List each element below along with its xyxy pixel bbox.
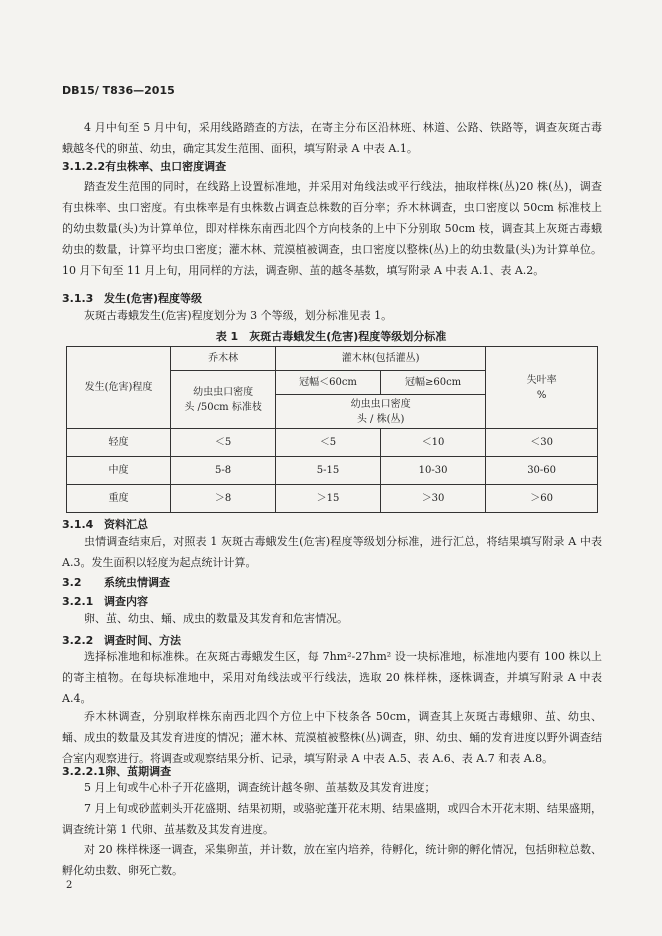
heading-title: 调查时间、方法 [104,634,181,647]
paragraph-plot-selection: 选择标准地和标准株。在灰斑古毒蛾发生区，每 7hm²-27hm² 设一块标准地，标准地内要有 100 株以上的寄主植物。在每块标准地中，采用对角线法或平行线法，选取 20 株样株，逐株调查，并填写附录 A 中表 A.4。 [62,650,602,705]
cell-shrub-large: 10-30 [380,457,485,485]
table-row [67,457,598,485]
cell-leaf-loss: ＞60 [486,485,598,513]
cell-level: 中度 [67,457,171,485]
header-arbor-density: 幼虫虫口密度 头 /50cm 标准枝 [171,371,276,429]
cell-shrub-small: ＜5 [276,429,381,457]
heading-number: 3.2 [62,576,82,589]
cell-shrub-large: ＞30 [380,485,485,513]
heading-title: 卵、茧期调查 [105,765,172,778]
table-row [67,485,598,513]
header-arbor: 乔木林 [171,347,276,371]
page-number: 2 [66,880,73,891]
heading-title: 有虫株率、虫口密度调查 [105,160,227,173]
cell-shrub-small: ＞15 [276,485,381,513]
heading-number: 3.1.2.2 [62,160,106,173]
heading-3-2-1 [62,593,148,609]
header-shrub-large: 冠幅≥60cm [380,371,485,395]
cell-leaf-loss: 30-60 [486,457,598,485]
header-leaf-loss: 失叶率 % [486,347,598,429]
severity-grade-table [66,346,598,513]
paragraph-hatching-count: 对 20 株样株逐一调查，采集卵茧，并计数，放在室内培养，待孵化，统计卵的孵化情况，包括卵粒总数、孵化幼虫数、卵死亡数。 [62,843,602,877]
heading-title: 发生(危害)程度等级 [104,292,203,305]
heading-title: 资料汇总 [104,518,148,531]
cell-arbor: ＜5 [171,429,276,457]
heading-3-1-3 [62,290,202,306]
paragraph-grade-division: 灰斑古毒蛾发生(危害)程度划分为 3 个等级，划分标准见表 1。 [84,309,393,322]
heading-number: 3.2.1 [62,595,94,608]
cell-arbor: 5-8 [171,457,276,485]
cell-leaf-loss: ＜30 [486,429,598,457]
paragraph-survey-content: 卵、茧、幼虫、蛹、成虫的数量及其发育和危害情况。 [84,612,348,625]
paragraph-may-survey: 5 月上旬或牛心朴子开花盛期，调查统计越冬卵、茧基数及其发育进度； [84,781,436,794]
heading-3-1-4 [62,516,148,532]
header-shrub: 灌木林(包括灌丛) [276,347,486,371]
paragraph-july-survey: 7 月上旬或砂蓝刺头开花盛期、结果初期，或骆驼蓬开花末期、结果盛期，或四合木开花末期、结果盛期，调查统计第 1 代卵、茧基数及其发育进度。 [62,802,602,836]
heading-number: 3.2.2 [62,634,94,647]
cell-level: 重度 [67,485,171,513]
standard-number-header: DB15/ T836—2015 [62,84,175,97]
cell-shrub-large: ＜10 [380,429,485,457]
heading-number: 3.2.2.1 [62,765,106,778]
heading-title: 调查内容 [104,595,148,608]
table-caption: 表 1 灰斑古毒蛾发生(危害)程度等级划分标准 [215,330,447,343]
heading-number: 3.1.3 [62,292,94,305]
paragraph-route-survey: 4 月中旬至 5 月中旬，采用线路踏查的方法，在寄主分布区沿林班、林道、公路、铁路等，调查灰斑古毒蛾越冬代的卵茧、幼虫，确定其发生范围、面积，填写附录 A 中表 A.1。 [62,121,602,155]
heading-number: 3.1.4 [62,518,94,531]
header-level: 发生(危害)程度 [67,347,171,429]
paragraph-data-summary: 虫情调查结束后，对照表 1 灰斑古毒蛾发生(危害)程度等级划分标准，进行汇总，将结果填写附录 A 中表 A.3。发生面积以轻度为起点统计计算。 [62,535,602,569]
table-row [67,429,598,457]
header-shrub-density: 幼虫虫口密度 头 / 株(丛) [276,395,486,429]
cell-shrub-small: 5-15 [276,457,381,485]
header-shrub-small: 冠幅＜60cm [276,371,381,395]
paragraph-density-survey: 踏查发生范围的同时，在线路上设置标准地，并采用对角线法或平行线法，抽取样株(丛)20 株(丛)，调查有虫株率、虫口密度。有虫株率是有虫株数占调查总株数的百分率；乔木林调查，虫口密度以 50cm 标准枝上的幼虫数量(头)为计算单位，即对样株东南西北四个方向枝条的上中下分别取 50cm 枝，调查其上灰斑古毒蛾幼虫的数量，计算平均虫口密度；灌木林、荒漠植被调查，虫口密度以整株(丛)上的幼虫数量(头)为计算单位。10 月下旬至 11 月上旬，用同样的方法，调查卵、茧的越冬基数，填写附录 A 中表 A.1、表 A.2。 [62,180,602,277]
heading-title: 系统虫情调查 [104,576,170,589]
heading-3-2 [62,574,170,590]
cell-level: 轻度 [67,429,171,457]
cell-arbor: ＞8 [171,485,276,513]
paragraph-arbor-survey: 乔木林调查，分别取样株东南西北四个方位上中下枝条各 50cm，调查其上灰斑古毒蛾卵、茧、幼虫、蛹、成虫的数量及其发育进度的情况；灌木林、荒漠植被整株(丛)调查，卵、幼虫、蛹的发育进度以野外调查结合室内观察进行。将调查或观察结果分析、记录，填写附录 A 中表 A.5、表 A.6、表 A.7 和表 A.8。 [62,710,602,765]
heading-3-1-2-2 [62,158,226,174]
